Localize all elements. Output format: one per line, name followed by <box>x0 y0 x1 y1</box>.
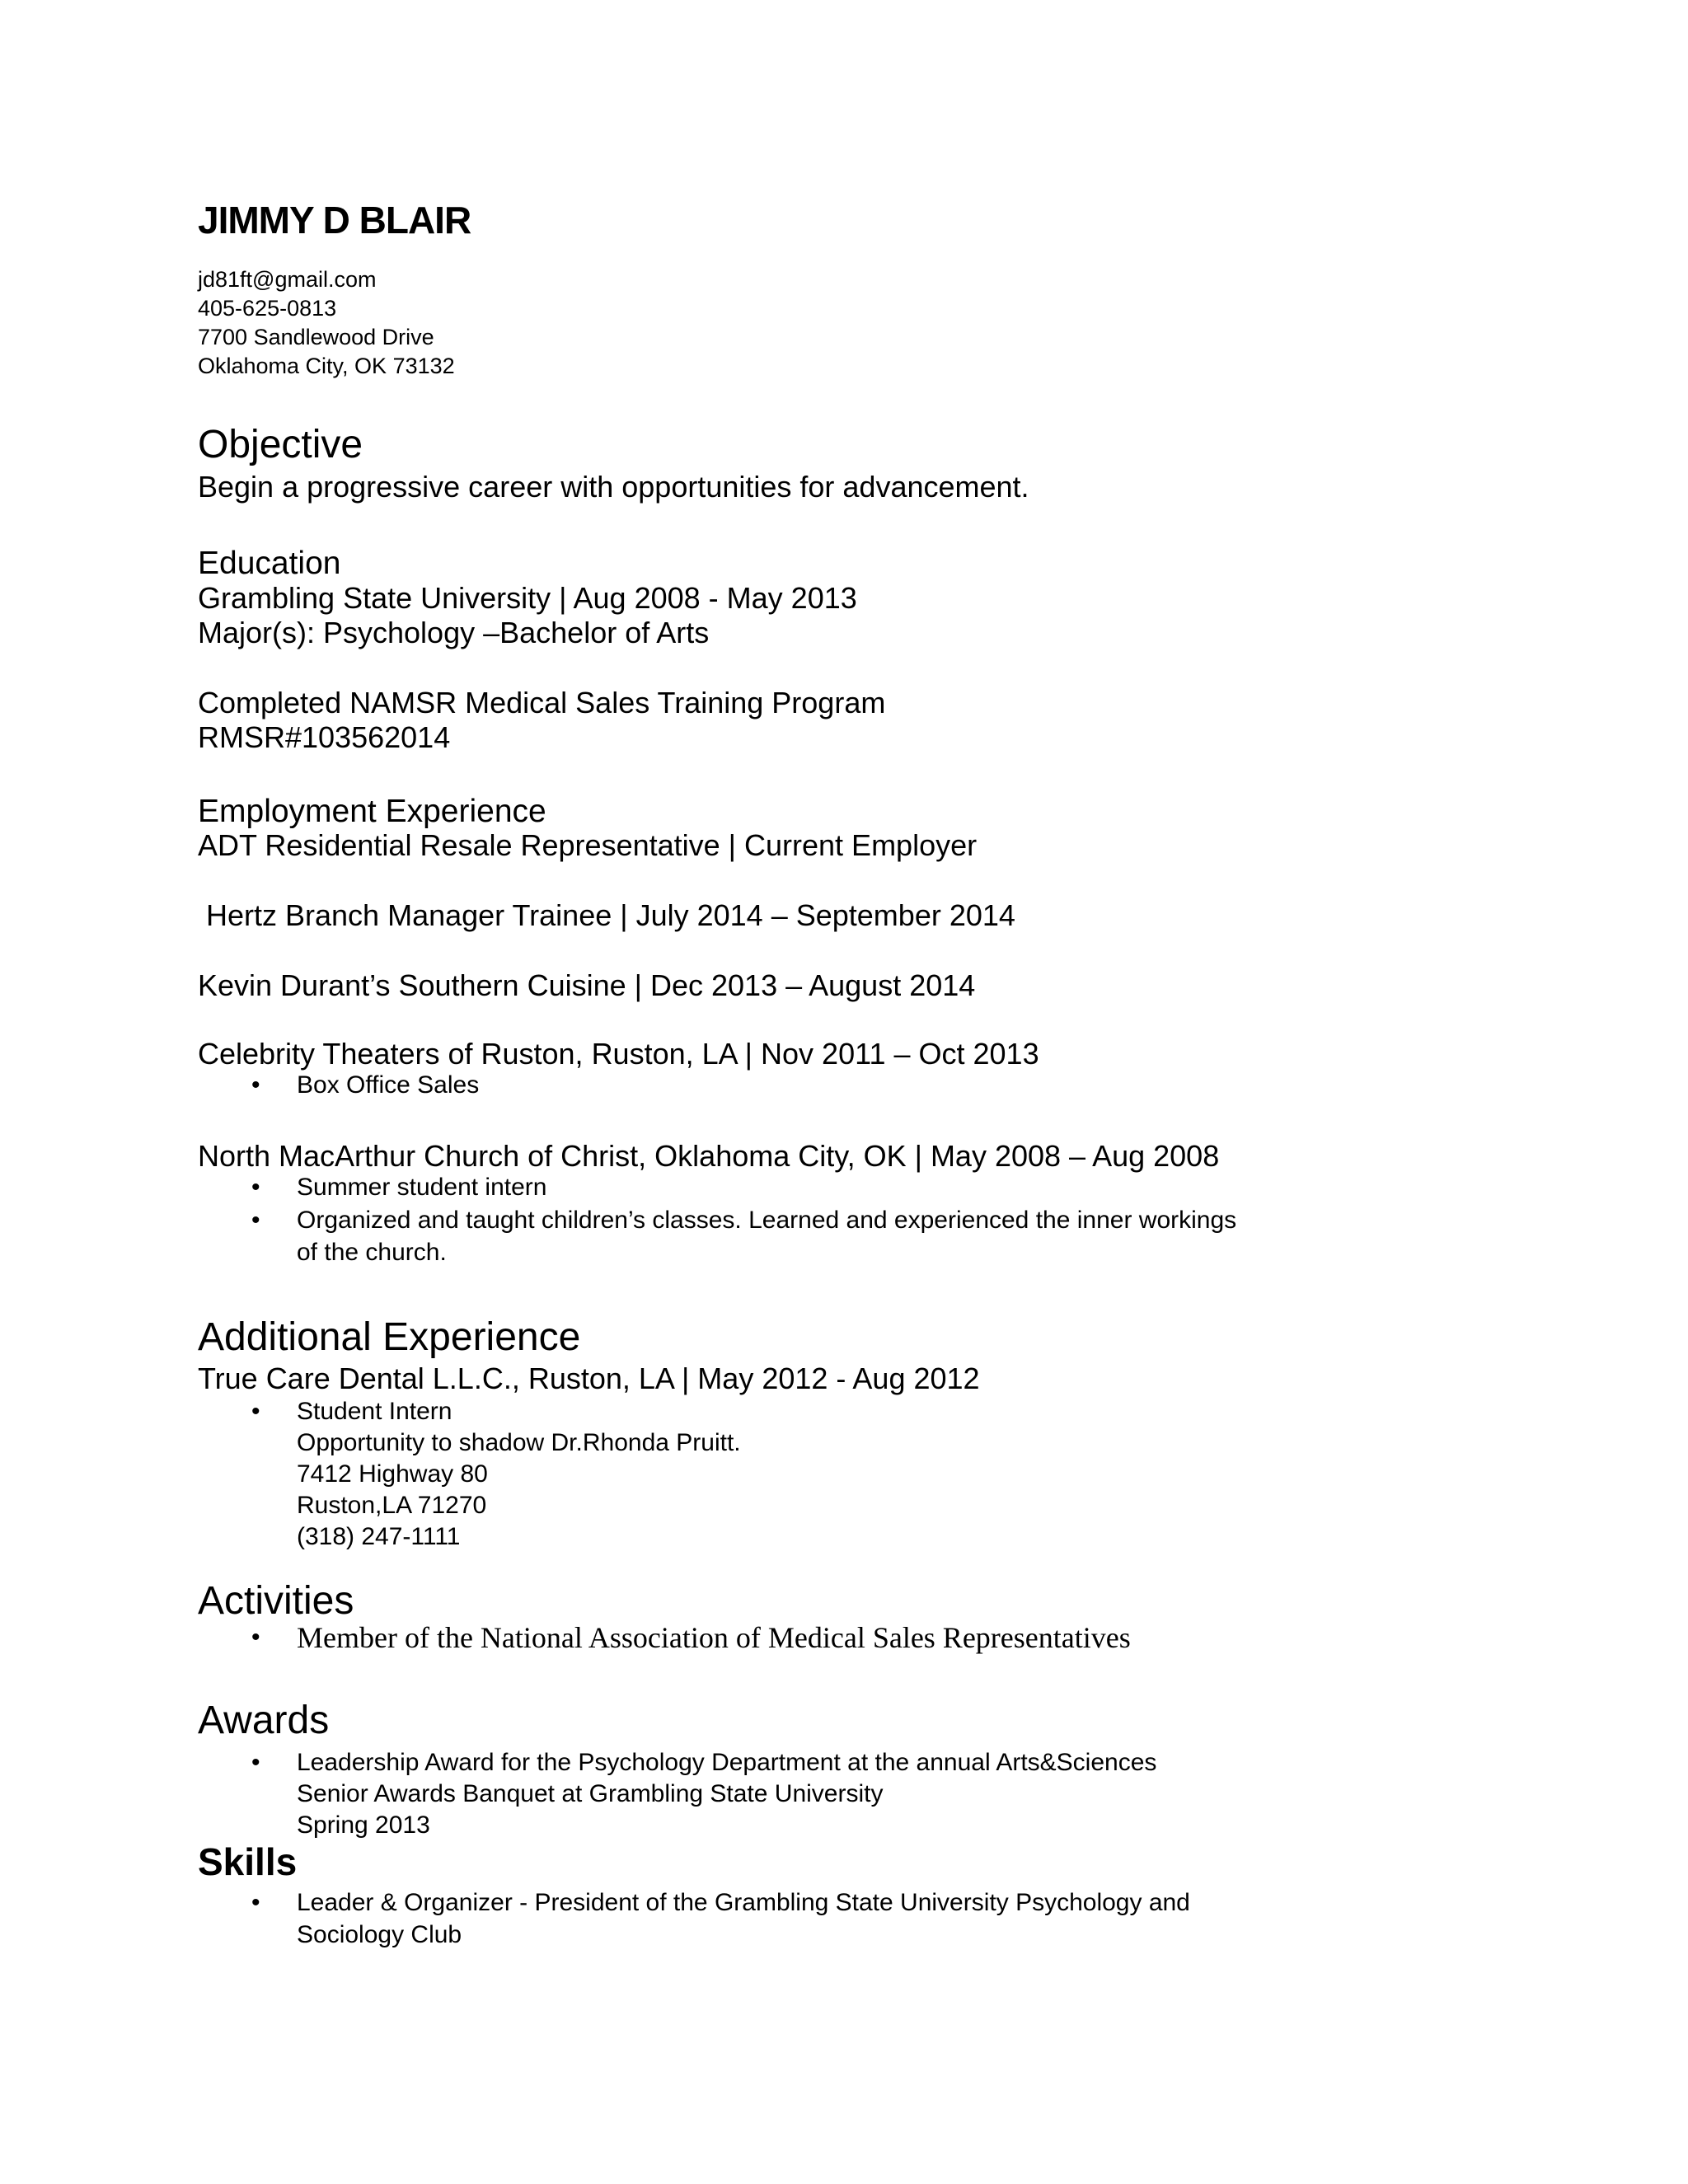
church-bullet-text-cont: of the church. <box>297 1239 447 1266</box>
bullet-glyph: • <box>251 1749 260 1776</box>
employment-job-church: North MacArthur Church of Christ, Oklahoma City, OK | May 2008 – Aug 2008 <box>198 1139 1220 1173</box>
awards-bullet-text: Senior Awards Banquet at Grambling State University <box>297 1780 884 1807</box>
address-line1: 7700 Sandlewood Drive <box>198 325 434 349</box>
additional-bullet-text: Ruston,LA 71270 <box>297 1492 487 1519</box>
church-bullet-text: Summer student intern <box>297 1174 547 1201</box>
address-line2: Oklahoma City, OK 73132 <box>198 354 455 378</box>
employment-job-adt: ADT Residential Resale Representative | Current Employer <box>198 828 978 862</box>
objective-heading: Objective <box>198 423 363 466</box>
additional-heading: Additional Experience <box>198 1315 581 1359</box>
additional-bullet-text: Opportunity to shadow Dr.Rhonda Pruitt. <box>297 1429 741 1456</box>
education-program: Completed NAMSR Medical Sales Training Program <box>198 686 886 719</box>
additional-bullet-text: 7412 Highway 80 <box>297 1460 488 1488</box>
candidate-name: JIMMY D BLAIR <box>198 199 471 241</box>
church-bullet-text: Organized and taught children’s classes. Learned and experienced the inner workings <box>297 1207 1237 1234</box>
bullet-glyph: • <box>251 1889 260 1916</box>
awards-heading: Awards <box>198 1699 330 1742</box>
skills-heading: Skills <box>198 1840 298 1883</box>
bullet-glyph: • <box>251 1624 260 1651</box>
celebrity-bullet-text: Box Office Sales <box>297 1071 480 1099</box>
bullet-glyph: • <box>251 1398 260 1425</box>
skills-bullet-text: Leader & Organizer - President of the Grambling State University Psychology and <box>297 1889 1190 1916</box>
education-school: Grambling State University | Aug 2008 - May 2013 <box>198 581 857 615</box>
skills-bullet-text: Sociology Club <box>297 1921 462 1948</box>
phone-text: 405-625-0813 <box>198 296 337 321</box>
bullet-glyph: • <box>251 1071 260 1099</box>
objective-text: Begin a progressive career with opportunities for advancement. <box>198 470 1029 504</box>
employment-job-celebrity: Celebrity Theaters of Ruston, Ruston, LA | Nov 2011 – Oct 2013 <box>198 1037 1039 1071</box>
activities-bullet-text: Member of the National Association of Medical Sales Representatives <box>297 1621 1131 1654</box>
employment-job-hertz: Hertz Branch Manager Trainee | July 2014 – September 2014 <box>206 898 1015 932</box>
awards-bullet-text: Spring 2013 <box>297 1811 430 1839</box>
bullet-glyph: • <box>251 1207 260 1234</box>
employment-job-kevin-durant: Kevin Durant’s Southern Cuisine | Dec 2013 – August 2014 <box>198 968 976 1002</box>
bullet-glyph: • <box>251 1174 260 1201</box>
email-text: jd81ft@gmail.com <box>198 267 377 292</box>
activities-heading: Activities <box>198 1579 354 1623</box>
additional-bullet-text: Student Intern <box>297 1398 452 1425</box>
education-rmsr: RMSR#103562014 <box>198 720 451 754</box>
awards-bullet-text: Leadership Award for the Psychology Department at the annual Arts&Sciences <box>297 1749 1157 1776</box>
additional-bullet-text: (318) 247-1111 <box>297 1523 461 1550</box>
education-major: Major(s): Psychology –Bachelor of Arts <box>198 616 710 649</box>
additional-entry: True Care Dental L.L.C., Ruston, LA | May 2012 - Aug 2012 <box>198 1361 980 1395</box>
employment-heading: Employment Experience <box>198 794 546 829</box>
education-heading: Education <box>198 546 341 581</box>
